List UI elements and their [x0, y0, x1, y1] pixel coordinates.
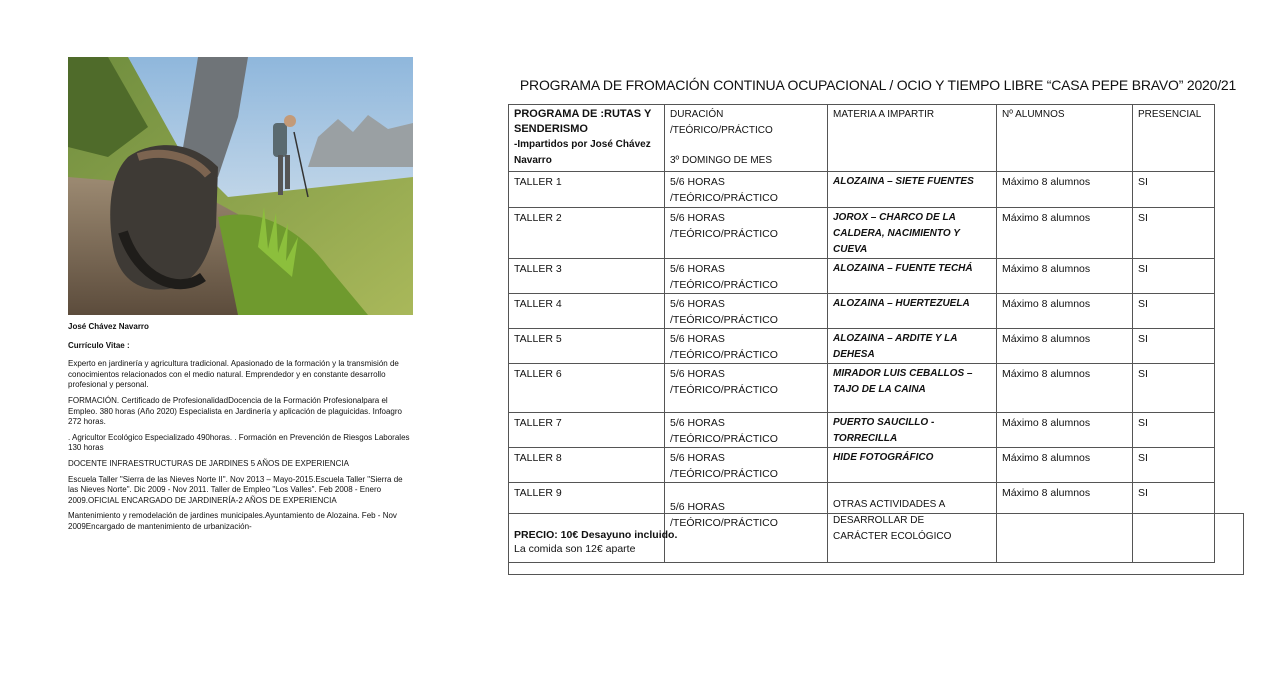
bio-paragraph-3: . Agricultor Ecológico Especializado 490horas. . Formación en Prevención de Riesgos Laborales 130 horas — [68, 432, 410, 453]
bio-paragraph-2: FORMACIÓN. Certificado de ProfesionalidadDocencia de la Formación Profesionalpara el Empleo. 380 horas (Año 2020) Especialista en Jardinería y aplicación de plaguicidas. Infoagro 272 horas. — [68, 395, 402, 427]
taller-cell: TALLER 4 — [509, 294, 665, 329]
table-row — [509, 448, 1215, 483]
bio-paragraph-5: Escuela Taller "Sierra de las Nieves Norte II". Nov 2013 – Mayo-2015.Escuela Taller "Sierra de las Nieves Norte". Dic 2009 - Nov 2011. Taller de Empleo "Los Valles". Feb 2008 - Enero 2009.OFICIAL ENCARGADO DE JARDINERÍA-2 AÑOS DE EXPERIENCIA — [68, 474, 403, 505]
materia-cell: PUERTO SAUCILLO - TORRECILLA — [828, 413, 997, 448]
table-row — [509, 259, 1215, 294]
table-row — [509, 294, 1215, 329]
alumnos-cell: Máximo 8 alumnos — [997, 483, 1133, 563]
program-table — [508, 104, 1215, 563]
duration-cell: 5/6 HORAS /TEÓRICO/PRÁCTICO — [665, 413, 828, 448]
hiking-photo — [68, 57, 413, 315]
bio-cv-label: Currículo Vitae : — [68, 340, 130, 350]
table-row — [509, 364, 1215, 413]
materia-cell: JOROX – CHARCO DE LA CALDERA, NACIMIENTO Y CUEVA — [828, 208, 997, 259]
duration-cell: 5/6 HORAS /TEÓRICO/PRÁCTICO — [665, 259, 828, 294]
table-row — [509, 329, 1215, 364]
materia-cell: OTRAS ACTIVIDADES A DESARROLLAR DE CARÁCTER ECOLÓGICO — [828, 483, 997, 563]
header-alumnos: Nº ALUMNOS — [1002, 109, 1065, 120]
taller-cell: TALLER 8 — [509, 448, 665, 483]
price-line-1: PRECIO: 10€ Desayuno incluido. — [514, 529, 678, 541]
table-row — [509, 172, 1215, 208]
presencial-cell: SI — [1133, 172, 1215, 208]
presencial-cell: SI — [1133, 364, 1215, 413]
table-row — [509, 413, 1215, 448]
header-cell-program — [509, 105, 665, 172]
alumnos-cell: Máximo 8 alumnos — [997, 329, 1133, 364]
header-cell-alumnos — [997, 105, 1133, 172]
header-cell-duration — [665, 105, 828, 172]
bio-paragraph-6: Mantenimiento y remodelación de jardines municipales.Ayuntamiento de Alozaina. Feb - Nov 2009Encargado de mantenimiento de urbanización- — [68, 511, 397, 531]
materia-cell: MIRADOR LUIS CEBALLOS – TAJO DE LA CAINA — [828, 364, 997, 413]
table-header-row — [509, 105, 1215, 172]
alumnos-cell: Máximo 8 alumnos — [997, 259, 1133, 294]
price-box — [508, 513, 1244, 575]
taller-cell: TALLER 9 — [509, 483, 665, 563]
presencial-cell: SI — [1133, 294, 1215, 329]
bio-paragraph-4: DOCENTE INFRAESTRUCTURAS DE JARDINES 5 AÑOS DE EXPERIENCIA — [68, 458, 349, 468]
taller-cell: TALLER 3 — [509, 259, 665, 294]
duration-cell: 5/6 HORAS /TEÓRICO/PRÁCTICO — [665, 483, 828, 563]
header-program-title: PROGRAMA DE :RUTAS Y SENDERISMO — [514, 108, 652, 135]
header-duration-sub: 3º DOMINGO DE MES — [670, 155, 772, 166]
presencial-cell: SI — [1133, 259, 1215, 294]
duration-cell: 5/6 HORAS /TEÓRICO/PRÁCTICO — [665, 364, 828, 413]
program-title: PROGRAMA DE FROMACIÓN CONTINUA OCUPACIONAL / OCIO Y TIEMPO LIBRE “CASA PEPE BRAVO” 2020/21 — [519, 77, 1237, 93]
materia-cell: ALOZAINA – HUERTEZUELA — [828, 294, 997, 329]
duration-cell: 5/6 HORAS /TEÓRICO/PRÁCTICO — [665, 294, 828, 329]
header-duration-title: DURACIÓN /TEÓRICO/PRÁCTICO — [670, 109, 773, 136]
header-presencial: PRESENCIAL — [1138, 109, 1202, 120]
materia-cell: ALOZAINA – FUENTE TECHÁ — [828, 259, 997, 294]
header-cell-presencial — [1133, 105, 1215, 172]
presencial-cell: SI — [1133, 329, 1215, 364]
taller-cell: TALLER 7 — [509, 413, 665, 448]
bio-paragraph-1: Experto en jardinería y agricultura tradicional. Apasionado de la formación y la transmisión de conocimientos relacionados con el medio natural. Emprendedor y en constante desarrollo profesional y personal. — [68, 359, 399, 390]
materia-cell: ALOZAINA – ARDITE Y LA DEHESA — [828, 329, 997, 364]
presencial-cell: SI — [1133, 208, 1215, 259]
presencial-cell: SI — [1133, 448, 1215, 483]
header-program-sub: -Impartidos por José Chávez Navarro — [514, 139, 651, 166]
alumnos-cell: Máximo 8 alumnos — [997, 448, 1133, 483]
duration-cell: 5/6 HORAS /TEÓRICO/PRÁCTICO — [665, 448, 828, 483]
taller-cell: TALLER 1 — [509, 172, 665, 208]
hiking-boot-illustration — [68, 57, 413, 315]
bio-name: José Chávez Navarro — [68, 322, 149, 331]
alumnos-cell: Máximo 8 alumnos — [997, 208, 1133, 259]
taller-cell: TALLER 5 — [509, 329, 665, 364]
duration-cell: 5/6 HORAS /TEÓRICO/PRÁCTICO — [665, 329, 828, 364]
alumnos-cell: Máximo 8 alumnos — [997, 294, 1133, 329]
duration-cell: 5/6 HORAS /TEÓRICO/PRÁCTICO — [665, 208, 828, 259]
table-row — [509, 208, 1215, 259]
price-line-2: La comida son 12€ aparte — [514, 543, 636, 555]
alumnos-cell: Máximo 8 alumnos — [997, 413, 1133, 448]
presencial-cell: SI — [1133, 413, 1215, 448]
duration-cell: 5/6 HORAS /TEÓRICO/PRÁCTICO — [665, 172, 828, 208]
taller-cell: TALLER 6 — [509, 364, 665, 413]
bio-section — [68, 322, 413, 538]
alumnos-cell: Máximo 8 alumnos — [997, 172, 1133, 208]
alumnos-cell: Máximo 8 alumnos — [997, 364, 1133, 413]
presencial-cell: SI — [1133, 483, 1215, 563]
taller-cell: TALLER 2 — [509, 208, 665, 259]
header-materia: MATERIA A IMPARTIR — [833, 109, 935, 120]
materia-cell: HIDE FOTOGRÁFICO — [828, 448, 997, 483]
materia-cell: ALOZAINA – SIETE FUENTES — [828, 172, 997, 208]
header-cell-materia — [828, 105, 997, 172]
